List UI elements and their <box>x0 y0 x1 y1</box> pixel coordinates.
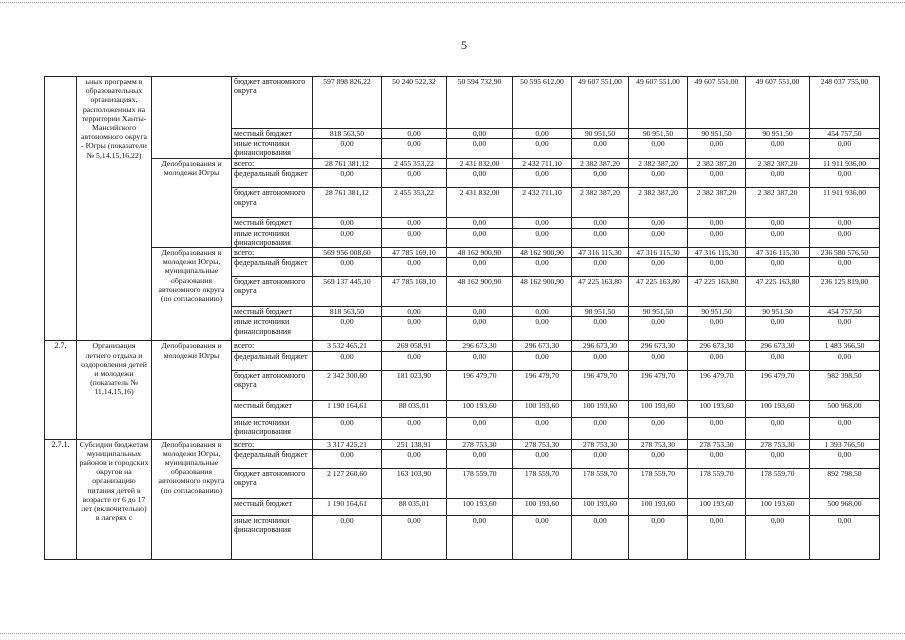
amount: 278 753,30 <box>447 439 513 449</box>
amount: 90 951,50 <box>688 129 746 139</box>
budget-table <box>44 76 880 560</box>
amount-total: 2 342 300,60 <box>313 370 382 400</box>
amount-total: 0,00 <box>313 228 382 247</box>
amount: 48 162 900,90 <box>513 248 572 258</box>
table-row <box>45 341 880 351</box>
funding-source: бюджет автономного округа <box>232 188 313 218</box>
amount: 196 479,70 <box>746 370 810 400</box>
amount: 100 193,60 <box>688 498 746 515</box>
responsible-executor: Депобразования и молодежи Югры <box>152 341 232 439</box>
amount: 0,00 <box>810 317 880 341</box>
amount: 100 193,60 <box>572 498 629 515</box>
amount: 296 673,30 <box>513 341 572 351</box>
amount: 0,00 <box>382 449 447 468</box>
amount-total: 0,00 <box>313 258 382 277</box>
amount: 0,00 <box>810 218 880 228</box>
amount: 90 951,50 <box>572 129 629 139</box>
amount: 178 559,70 <box>629 468 688 498</box>
amount-total: 0,00 <box>313 317 382 341</box>
amount: 0,00 <box>810 449 880 468</box>
budget-table-body <box>45 77 880 560</box>
amount: 0,00 <box>629 317 688 341</box>
amount: 196 479,70 <box>688 370 746 400</box>
amount-total: 0,00 <box>313 218 382 228</box>
responsible-executor <box>152 77 232 159</box>
amount: 0,00 <box>513 228 572 247</box>
table-row <box>45 77 880 129</box>
amount: 47 316 115,30 <box>572 248 629 258</box>
amount: 49 607 551,00 <box>572 77 629 129</box>
amount: 0,00 <box>447 449 513 468</box>
amount: 2 382 387,20 <box>746 159 810 169</box>
amount: 982 398,50 <box>810 370 880 400</box>
amount: 0,00 <box>688 218 746 228</box>
amount-total: 1 190 164,61 <box>313 498 382 515</box>
item-number: 2.7.1. <box>45 439 77 559</box>
funding-source: местный бюджет <box>232 218 313 228</box>
amount-total: 597 898 826,22 <box>313 77 382 129</box>
funding-source: всего: <box>232 439 313 449</box>
amount: 48 162 900,90 <box>513 277 572 307</box>
amount-total: 818 563,50 <box>313 307 382 317</box>
amount: 278 753,30 <box>513 439 572 449</box>
amount: 248 037 755,00 <box>810 77 880 129</box>
amount: 90 951,50 <box>629 129 688 139</box>
funding-source: бюджет автономного округа <box>232 370 313 400</box>
amount: 0,00 <box>447 258 513 277</box>
amount-total: 569 137 445,10 <box>313 277 382 307</box>
amount: 100 193,60 <box>572 400 629 417</box>
amount: 47 316 115,30 <box>688 248 746 258</box>
amount: 0,00 <box>746 139 810 159</box>
amount: 196 479,70 <box>513 370 572 400</box>
amount-total: 818 563,50 <box>313 129 382 139</box>
amount: 251 138,91 <box>382 439 447 449</box>
amount: 0,00 <box>810 169 880 188</box>
amount: 2 432 711,10 <box>513 188 572 218</box>
amount: 0,00 <box>513 449 572 468</box>
amount: 296 673,30 <box>447 341 513 351</box>
amount: 0,00 <box>688 228 746 247</box>
amount: 0,00 <box>572 515 629 559</box>
amount: 11 911 936,00 <box>810 159 880 169</box>
amount: 0,00 <box>572 351 629 370</box>
amount: 2 382 387,20 <box>572 159 629 169</box>
amount: 0,00 <box>447 417 513 439</box>
funding-source: федеральный бюджет <box>232 169 313 188</box>
funding-source: федеральный бюджет <box>232 449 313 468</box>
table-row <box>45 439 880 449</box>
amount: 2 382 387,20 <box>688 159 746 169</box>
amount: 278 753,30 <box>688 439 746 449</box>
amount: 0,00 <box>629 169 688 188</box>
amount: 0,00 <box>513 169 572 188</box>
amount: 2 431 832,00 <box>447 188 513 218</box>
amount: 0,00 <box>688 417 746 439</box>
amount: 49 607 551,00 <box>629 77 688 129</box>
funding-source: местный бюджет <box>232 498 313 515</box>
amount: 90 951,50 <box>629 307 688 317</box>
amount: 2 382 387,20 <box>629 188 688 218</box>
funding-source: всего: <box>232 341 313 351</box>
amount-total: 3 317 425,21 <box>313 439 382 449</box>
amount: 0,00 <box>572 169 629 188</box>
amount: 47 225 163,80 <box>629 277 688 307</box>
amount: 0,00 <box>746 317 810 341</box>
scan-bottom-edge <box>0 633 905 634</box>
amount: 47 225 163,80 <box>688 277 746 307</box>
amount: 0,00 <box>746 228 810 247</box>
amount: 178 559,70 <box>513 468 572 498</box>
amount: 278 753,30 <box>746 439 810 449</box>
amount: 0,00 <box>572 218 629 228</box>
funding-source: местный бюджет <box>232 307 313 317</box>
amount: 0,00 <box>688 169 746 188</box>
amount: 0,00 <box>447 129 513 139</box>
amount: 0,00 <box>513 351 572 370</box>
amount: 0,00 <box>688 515 746 559</box>
amount: 296 673,30 <box>688 341 746 351</box>
amount: 0,00 <box>513 515 572 559</box>
amount: 0,00 <box>447 169 513 188</box>
amount: 48 162 900,90 <box>447 277 513 307</box>
amount: 90 951,50 <box>746 129 810 139</box>
amount: 500 968,00 <box>810 498 880 515</box>
amount: 100 193,60 <box>688 400 746 417</box>
item-name: Субсидии бюджетам муниципальных районов и городских округов на организацию питания детей в возрасте от 6 до 17 лет (включительно) в лагерях с <box>77 439 152 559</box>
amount: 0,00 <box>688 258 746 277</box>
amount: 0,00 <box>382 169 447 188</box>
amount: 236 125 819,00 <box>810 277 880 307</box>
amount: 0,00 <box>810 139 880 159</box>
amount: 163 103,90 <box>382 468 447 498</box>
amount: 0,00 <box>513 307 572 317</box>
amount: 0,00 <box>810 417 880 439</box>
responsible-executor: Депобразования и молодежи Югры <box>152 159 232 248</box>
amount-total: 0,00 <box>313 139 382 159</box>
amount: 0,00 <box>447 515 513 559</box>
amount: 0,00 <box>513 417 572 439</box>
amount: 0,00 <box>746 351 810 370</box>
amount: 0,00 <box>382 417 447 439</box>
amount: 178 559,70 <box>447 468 513 498</box>
amount: 0,00 <box>688 139 746 159</box>
item-name: ьных программ в образовательных организациях, расположенных на территории Ханты-Мансийского автономного округа - Югры (показатели № 5,14,15,16,22) <box>77 77 152 341</box>
amount: 0,00 <box>513 317 572 341</box>
amount-total: 28 761 381,12 <box>313 159 382 169</box>
amount: 90 951,50 <box>746 307 810 317</box>
amount: 0,00 <box>810 258 880 277</box>
amount: 0,00 <box>572 417 629 439</box>
amount: 0,00 <box>629 449 688 468</box>
amount: 0,00 <box>447 317 513 341</box>
amount: 100 193,60 <box>447 400 513 417</box>
amount: 47 316 115,30 <box>629 248 688 258</box>
amount: 0,00 <box>572 258 629 277</box>
amount: 0,00 <box>629 515 688 559</box>
amount: 0,00 <box>447 228 513 247</box>
amount: 0,00 <box>810 515 880 559</box>
amount: 454 757,50 <box>810 129 880 139</box>
amount: 196 479,70 <box>447 370 513 400</box>
amount: 0,00 <box>447 307 513 317</box>
amount: 0,00 <box>629 417 688 439</box>
amount: 0,00 <box>629 228 688 247</box>
amount: 0,00 <box>382 129 447 139</box>
amount: 0,00 <box>447 351 513 370</box>
amount: 0,00 <box>629 218 688 228</box>
amount: 2 431 832,00 <box>447 159 513 169</box>
amount: 88 035,01 <box>382 400 447 417</box>
amount: 90 951,50 <box>688 307 746 317</box>
amount-total: 2 127 260,60 <box>313 468 382 498</box>
amount: 181 023,90 <box>382 370 447 400</box>
amount: 0,00 <box>513 258 572 277</box>
amount: 2 455 353,22 <box>382 188 447 218</box>
amount: 196 479,70 <box>572 370 629 400</box>
amount: 100 193,60 <box>513 400 572 417</box>
amount: 296 673,30 <box>746 341 810 351</box>
amount: 0,00 <box>382 139 447 159</box>
amount: 296 673,30 <box>572 341 629 351</box>
responsible-executor: Депобразования и молодежи Югры, муниципальные образования автономного округа (по согласованию) <box>152 248 232 341</box>
amount: 100 193,60 <box>629 498 688 515</box>
amount: 0,00 <box>572 139 629 159</box>
funding-source: иные источники финансирования <box>232 317 313 341</box>
amount: 47 225 163,80 <box>746 277 810 307</box>
amount: 0,00 <box>629 351 688 370</box>
amount-total: 0,00 <box>313 169 382 188</box>
amount: 100 193,60 <box>629 400 688 417</box>
amount: 236 580 576,50 <box>810 248 880 258</box>
funding-source: бюджет автономного округа <box>232 277 313 307</box>
amount: 178 559,70 <box>746 468 810 498</box>
amount: 296 673,30 <box>629 341 688 351</box>
funding-source: бюджет автономного округа <box>232 468 313 498</box>
amount: 0,00 <box>810 351 880 370</box>
amount: 50 595 612,00 <box>513 77 572 129</box>
amount-total: 1 190 164,61 <box>313 400 382 417</box>
amount: 100 193,60 <box>513 498 572 515</box>
amount: 100 193,60 <box>746 400 810 417</box>
amount: 1 483 366,50 <box>810 341 880 351</box>
amount: 49 607 551,00 <box>688 77 746 129</box>
amount: 90 951,50 <box>572 307 629 317</box>
amount: 1 393 766,50 <box>810 439 880 449</box>
funding-source: всего: <box>232 248 313 258</box>
amount: 47 785 169,10 <box>382 248 447 258</box>
funding-source: иные источники финансирования <box>232 228 313 247</box>
amount: 2 382 387,20 <box>746 188 810 218</box>
amount: 278 753,30 <box>572 439 629 449</box>
amount: 0,00 <box>382 218 447 228</box>
amount: 178 559,70 <box>688 468 746 498</box>
amount-total: 569 956 008,60 <box>313 248 382 258</box>
funding-source: местный бюджет <box>232 129 313 139</box>
funding-source: бюджет автономного округа <box>232 77 313 129</box>
amount: 2 382 387,20 <box>572 188 629 218</box>
amount: 0,00 <box>746 449 810 468</box>
funding-source: иные источники финансирования <box>232 139 313 159</box>
amount: 0,00 <box>746 515 810 559</box>
amount: 0,00 <box>382 351 447 370</box>
scan-top-edge <box>0 2 905 3</box>
amount: 0,00 <box>572 228 629 247</box>
amount: 0,00 <box>382 317 447 341</box>
amount: 0,00 <box>513 129 572 139</box>
item-number <box>45 77 77 341</box>
amount-total: 3 532 465,21 <box>313 341 382 351</box>
amount: 100 193,60 <box>447 498 513 515</box>
funding-source: иные источники финансирования <box>232 515 313 559</box>
amount: 0,00 <box>746 258 810 277</box>
amount: 178 559,70 <box>572 468 629 498</box>
amount-total: 0,00 <box>313 351 382 370</box>
amount: 49 607 551,00 <box>746 77 810 129</box>
amount: 0,00 <box>513 139 572 159</box>
amount: 0,00 <box>810 228 880 247</box>
funding-source: местный бюджет <box>232 400 313 417</box>
item-number: 2.7. <box>45 341 77 439</box>
amount: 47 225 163,80 <box>572 277 629 307</box>
amount: 48 162 900,90 <box>447 248 513 258</box>
amount-total: 0,00 <box>313 417 382 439</box>
amount: 2 382 387,20 <box>688 188 746 218</box>
amount-total: 0,00 <box>313 449 382 468</box>
amount: 0,00 <box>688 449 746 468</box>
amount: 47 316 115,30 <box>746 248 810 258</box>
amount: 0,00 <box>382 515 447 559</box>
amount: 0,00 <box>572 317 629 341</box>
amount: 0,00 <box>382 258 447 277</box>
amount: 50 240 522,32 <box>382 77 447 129</box>
funding-source: всего: <box>232 159 313 169</box>
amount: 100 193,60 <box>746 498 810 515</box>
amount: 278 753,30 <box>629 439 688 449</box>
funding-source: иные источники финансирования <box>232 417 313 439</box>
amount: 2 455 353,22 <box>382 159 447 169</box>
amount: 0,00 <box>447 139 513 159</box>
amount: 0,00 <box>382 307 447 317</box>
funding-source: федеральный бюджет <box>232 258 313 277</box>
amount: 0,00 <box>513 218 572 228</box>
responsible-executor: Депобразования и молодежи Югры, муниципальные образования автономного округа (по согласованию) <box>152 439 232 559</box>
amount: 2 382 387,20 <box>629 159 688 169</box>
amount-total: 28 761 381,12 <box>313 188 382 218</box>
amount-total: 0,00 <box>313 515 382 559</box>
amount: 454 757,50 <box>810 307 880 317</box>
item-name: Организация летнего отдыха и оздоровления детей и молодежи (показатель № 11,14,15,16) <box>77 341 152 439</box>
amount: 0,00 <box>629 139 688 159</box>
amount: 0,00 <box>447 218 513 228</box>
amount: 500 968,00 <box>810 400 880 417</box>
amount: 269 058,91 <box>382 341 447 351</box>
amount: 0,00 <box>746 218 810 228</box>
page-number: 5 <box>461 38 467 52</box>
amount: 88 035,01 <box>382 498 447 515</box>
funding-source: федеральный бюджет <box>232 351 313 370</box>
amount: 892 798,50 <box>810 468 880 498</box>
amount: 0,00 <box>688 351 746 370</box>
table-row <box>45 248 880 258</box>
amount: 0,00 <box>572 449 629 468</box>
amount: 2 432 711,10 <box>513 159 572 169</box>
amount: 0,00 <box>688 317 746 341</box>
amount: 0,00 <box>382 228 447 247</box>
amount: 50 594 732,90 <box>447 77 513 129</box>
amount: 11 911 936,00 <box>810 188 880 218</box>
amount: 47 785 169,10 <box>382 277 447 307</box>
amount: 0,00 <box>746 169 810 188</box>
table-row <box>45 159 880 169</box>
amount: 0,00 <box>746 417 810 439</box>
amount: 0,00 <box>629 258 688 277</box>
amount: 196 479,70 <box>629 370 688 400</box>
